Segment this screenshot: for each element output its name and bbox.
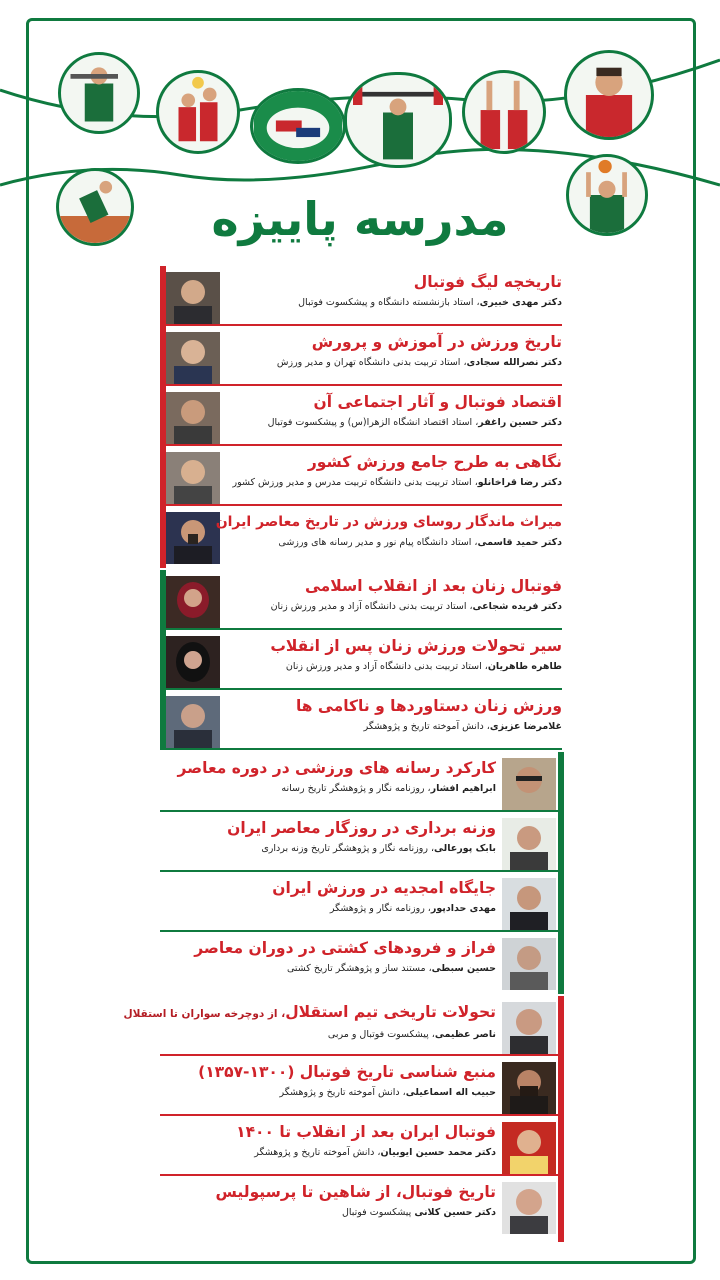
speaker-photo	[502, 878, 556, 930]
speaker-photo	[166, 452, 220, 504]
lecture-row	[166, 690, 562, 750]
speaker-desc: ، استاد تربیت بدنی دانشگاه آزاد و مدیر ورزش زنان	[270, 601, 473, 612]
lecture-topic: جایگاه امجدیه در ورزش ایران	[272, 879, 496, 897]
lecture-topic: میراث ماندگار روسای ورزش در تاریخ معاصر ایران	[215, 514, 562, 530]
volleyball-icon	[156, 70, 240, 154]
lecture-topic: فوتبال زنان بعد از انقلاب اسلامی	[304, 577, 562, 595]
speaker-photo	[166, 576, 220, 628]
lecture-speaker	[166, 1204, 496, 1222]
speaker-desc: ، استاد تربیت بدنی دانشگاه آزاد و مدیر ورزش زنان	[285, 661, 488, 672]
lecture-row	[123, 996, 558, 1056]
speaker-photo	[166, 512, 220, 564]
speaker-desc: ، دانش آموخته تاریخ و پژوهشگر	[254, 1147, 381, 1158]
speaker-photo	[502, 1002, 556, 1054]
speaker-name: طاهره طاهریان	[487, 661, 562, 672]
lecture-speaker	[232, 718, 562, 736]
group-3-bracket	[558, 752, 564, 994]
speaker-name: دکتر رضا قراخانلو	[477, 477, 562, 488]
speaker-photo	[502, 1122, 556, 1174]
lecture-topic	[123, 1000, 496, 1026]
lecture-topic: فراز و فرودهای کشتی در دوران معاصر	[194, 939, 496, 957]
speaker-name: حبیب اله اسماعیلی	[405, 1087, 496, 1098]
lecture-speaker	[232, 534, 562, 552]
speaker-photo	[166, 636, 220, 688]
speaker-desc: ، استاد بازنشسته دانشگاه و پیشکسوت فوتبال	[298, 297, 480, 308]
lecture-topic: نگاهی به طرح جامع ورزش کشور	[307, 453, 562, 471]
lecture-topic: وزنه برداری در روزگار معاصر ایران	[227, 819, 496, 837]
lecture-speaker	[166, 840, 496, 858]
lecture-topic: اقتصاد فوتبال و آثار اجتماعی آن	[313, 393, 562, 411]
lecture-topic: تاریخ فوتبال، از شاهین تا پرسپولیس	[215, 1183, 496, 1201]
speaker-photo	[166, 332, 220, 384]
speaker-desc: ، پیشکسوت فوتبال و مربی	[327, 1029, 435, 1040]
speaker-name: ابراهیم افشار	[430, 783, 496, 794]
lecture-row	[160, 1116, 558, 1176]
lecture-speaker	[232, 598, 562, 616]
lecture-row	[160, 812, 558, 872]
speaker-name: دکتر حمید قاسمی	[477, 537, 562, 548]
speaker-name: حسین سبطی	[431, 963, 496, 974]
lecture-speaker	[166, 1084, 496, 1102]
speaker-desc: ، استاد اقتصاد انشگاه الزهرا(س) و پیشکسوت فوتبال	[267, 417, 479, 428]
lecture-speaker	[166, 900, 496, 918]
lecture-speaker	[232, 658, 562, 676]
lecture-row	[160, 932, 558, 994]
lecture-row	[160, 752, 558, 812]
topic-main: تحولات تاریخی تیم استقلال	[285, 1003, 496, 1021]
lecture-topic: تاریخ ورزش در آموزش و پرورش	[311, 333, 562, 351]
lecture-row	[166, 386, 562, 446]
lecture-topic: ورزش زنان دستاوردها و ناکامی ها	[295, 697, 562, 715]
speaker-desc: ، روزنامه نگار و پژوهشگر	[329, 903, 431, 914]
lecture-speaker	[166, 780, 496, 798]
lecture-row	[166, 266, 562, 326]
lecture-topic: تاریخچه لیگ فوتبال	[413, 273, 562, 291]
speaker-desc: ، مستند ساز و پژوهشگر تاریخ کشتی	[287, 963, 432, 974]
speaker-desc: ، استاد تربیت بدنی دانشگاه تربیت مدرس و مدیر ورزش کشور	[232, 477, 478, 488]
speaker-photo	[166, 392, 220, 444]
speaker-name: دکتر حسین راغفر	[478, 417, 562, 428]
speaker-photo	[502, 1182, 556, 1234]
lecture-topic: منبع شناسی تاریخ فوتبال (۱۳۰۰-۱۳۵۷)	[198, 1063, 496, 1081]
speaker-name: مهدی حدادپور	[430, 903, 496, 914]
speaker-name: غلامرضا عزیزی	[489, 721, 562, 732]
shooting-icon	[58, 52, 140, 134]
celebration-icon	[462, 70, 546, 154]
speaker-photo	[166, 272, 220, 324]
sprinter-icon	[56, 168, 134, 246]
lecture-topic: سیر تحولات ورزش زنان پس از انقلاب	[270, 637, 562, 655]
lecture-speaker	[162, 1026, 496, 1044]
weightlifting-icon	[344, 72, 452, 168]
lecture-speaker	[166, 1144, 496, 1162]
lecture-speaker	[232, 354, 562, 372]
speaker-photo	[502, 938, 556, 990]
lecture-speaker	[232, 294, 562, 312]
speaker-desc: ، روزنامه نگار و پژوهشگر تاریخ رسانه	[281, 783, 431, 794]
speaker-name: دکتر نصرالله سجادی	[466, 357, 562, 368]
speaker-desc: ، استاد تربیت بدنی دانشگاه تهران و مدیر ورزش	[276, 357, 467, 368]
speaker-desc: ، دانش آموخته تاریخ و پژوهشگر	[363, 721, 490, 732]
lecture-row	[166, 326, 562, 386]
speaker-desc: ، روزنامه نگار و پژوهشگر تاریخ وزنه برداری	[261, 843, 435, 854]
speaker-desc: ، استاد دانشگاه پیام نور و مدیر رسانه های ورزشی	[278, 537, 478, 548]
lecture-row	[160, 1176, 558, 1240]
row-divider	[166, 748, 562, 750]
football-player-icon	[564, 50, 654, 140]
lecture-speaker	[166, 960, 496, 978]
speaker-photo	[166, 696, 220, 748]
speaker-photo	[502, 1062, 556, 1114]
lecture-row	[166, 570, 562, 630]
speaker-desc: ، دانش آموخته تاریخ و پژوهشگر	[279, 1087, 406, 1098]
wrestling-icon	[250, 88, 346, 164]
topic-extra: ، از دوچرخه سواران تا استقلال	[123, 1008, 286, 1020]
speaker-name: ناصر عظیمی	[434, 1029, 496, 1040]
speaker-name: دکتر فریده شجاعی	[472, 601, 562, 612]
lecture-row	[166, 630, 562, 690]
speaker-name: دکتر محمد حسین ایوبیان	[380, 1147, 496, 1158]
speaker-desc: پیشکسوت فوتبال	[341, 1207, 415, 1218]
lecture-row	[166, 446, 562, 506]
lecture-speaker	[232, 474, 562, 492]
speaker-name: بابک پورعالی	[434, 843, 496, 854]
speaker-photo	[502, 818, 556, 870]
lecture-speaker	[232, 414, 562, 432]
speaker-photo	[502, 758, 556, 810]
group-4-bracket	[558, 996, 564, 1242]
lecture-row	[160, 1056, 558, 1116]
lecture-row	[160, 872, 558, 932]
lecture-row	[166, 506, 562, 568]
lecture-topic: فوتبال ایران بعد از انقلاب تا ۱۴۰۰	[236, 1123, 496, 1141]
speaker-name: دکتر حسین کلانی	[414, 1207, 496, 1218]
speaker-name: دکتر مهدی خبیری	[479, 297, 562, 308]
lecture-topic: کارکرد رسانه های ورزشی در دوره معاصر	[177, 759, 496, 777]
page-title: مدرسه پاییزه	[211, 192, 509, 246]
